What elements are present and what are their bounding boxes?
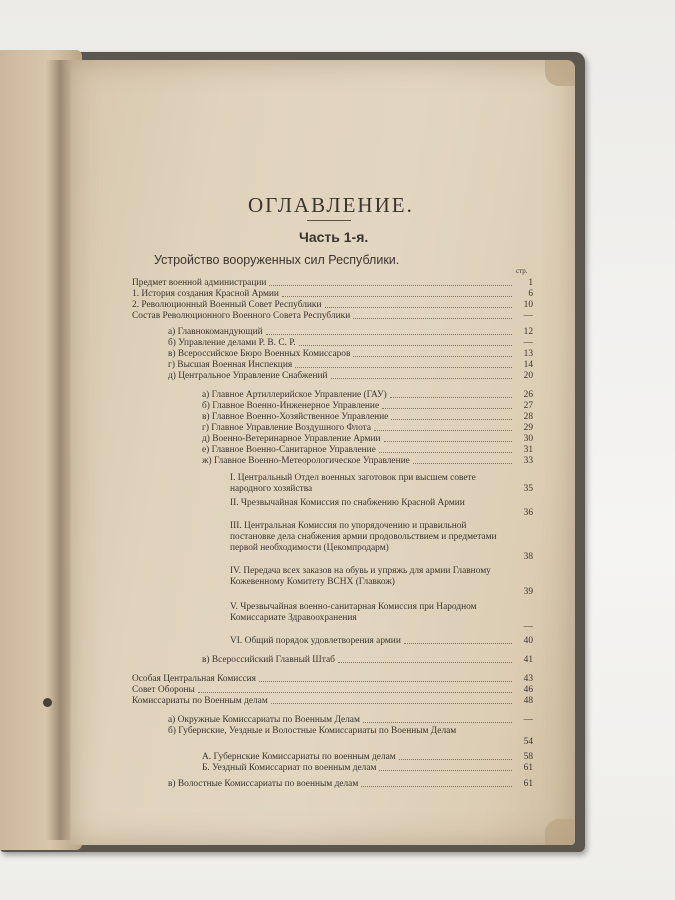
part-subtitle: Устройство вооруженных сил Республики. (154, 253, 400, 267)
toc-entry: в) Волостные Комиссариаты по военным делам 61 (168, 779, 533, 789)
toc-entry-wrapped: II. Чрезвычайная Комиссия по снабжению Красной Армии (230, 498, 465, 508)
toc-entry: а) Главное Артиллерийское Управление (ГАУ) 26 (202, 390, 533, 400)
toc-entry: е) Главное Военно-Санитарное Управление 31 (202, 445, 533, 455)
toc-entry: А. Губернские Комиссариаты по военным делам 58 (202, 752, 533, 762)
toc-page-number: 35 (523, 484, 533, 494)
toc-entry: а) Окружные Комиссариаты по Военным Делам — (168, 715, 533, 725)
binding-hole (43, 698, 52, 707)
title-rule (307, 220, 351, 221)
toc-entry: VI. Общий порядок удовлетворения армии 40 (230, 636, 533, 646)
toc-entry: б) Главное Военно-Инженерное Управление 27 (202, 401, 533, 411)
toc-entry: Предмет военной администрации 1 (132, 278, 533, 288)
book-gutter-shadow (46, 60, 72, 840)
toc-entry: б) Управление делами Р. В. С. Р. — (168, 338, 533, 348)
toc-page-number: 36 (523, 508, 533, 518)
toc-entry: в) Всероссийское Бюро Военных Комиссаров 13 (168, 349, 533, 359)
toc-entry: в) Главное Военно-Хозяйственное Управление 28 (202, 412, 533, 422)
toc-entry: в) Всероссийский Главный Штаб 41 (202, 655, 533, 665)
toc-entry-wrapped: III. Центральная Комиссия по упорядочению и правильной постановке дела снабжения армии продовольствием и предметами первой необходимости (Цекомпродарм) (230, 521, 497, 553)
toc-entry-wrapped: V. Чрезвычайная военно-санитарная Комиссия при Народном Комиссариате Здравоохранения (230, 602, 477, 623)
toc-entry-wrapped: I. Центральный Отдел военных заготовок при высшем совете народного хозяйства (230, 473, 476, 494)
toc-entry: д) Центральное Управление Снабжений 20 (168, 371, 533, 381)
part-heading: Часть 1-я. (299, 229, 369, 245)
toc-entry: ж) Главное Военно-Метеорологическое Управление 33 (202, 456, 533, 466)
toc-page-number: 39 (523, 587, 533, 597)
toc-entry-wrapped: IV. Передача всех заказов на обувь и упряжь для армии Главному Кожевенному Комитету ВСНХ (Главкож) (230, 566, 491, 587)
book-page (70, 60, 575, 845)
toc-entry: Комиссариаты по Военным делам 48 (132, 696, 533, 706)
page-corner-bottom (545, 819, 575, 845)
toc-entry: г) Главное Управление Воздушного Флота 29 (202, 423, 533, 433)
toc-entry: Состав Революционного Военного Совета Республики — (132, 311, 533, 321)
toc-entry: а) Главнокомандующий 12 (168, 327, 533, 337)
toc-entry: 1. История создания Красной Армии 6 (132, 289, 533, 299)
toc-entry: Совет Обороны 46 (132, 685, 533, 695)
toc-entry: г) Высшая Военная Инспекция 14 (168, 360, 533, 370)
toc-entry: Б. Уездный Комиссариат по военным делам 61 (202, 763, 533, 773)
toc-entry: 2. Революционный Военный Совет Республики 10 (132, 300, 533, 310)
page-corner-top (545, 60, 575, 86)
page-title: ОГЛАВЛЕНИЕ. (248, 193, 414, 217)
toc-entry: Особая Центральная Комиссия 43 (132, 674, 533, 684)
toc-entry: д) Военно-Ветеринарное Управление Армии 30 (202, 434, 533, 444)
toc-page-number: 38 (523, 552, 533, 562)
page-column-header: стр. (516, 267, 528, 275)
toc-page-number: 54 (523, 737, 533, 747)
toc-entry-wrapped: б) Губернские, Уездные и Волостные Комиссариаты по Военным Делам (168, 726, 457, 736)
toc-page-number: — (523, 622, 533, 632)
